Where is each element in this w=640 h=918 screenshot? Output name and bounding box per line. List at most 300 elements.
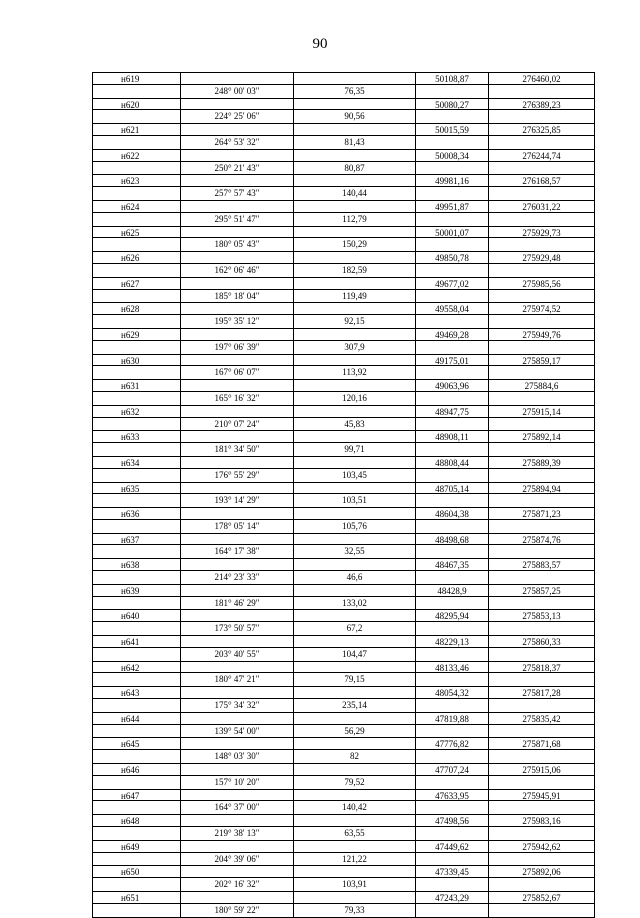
distance-empty	[293, 764, 415, 775]
point-row	[92, 712, 595, 725]
segment-name-empty	[92, 545, 180, 558]
point-name: н623	[92, 175, 180, 186]
segment-length: 90,56	[293, 110, 415, 123]
direction-angle: 180° 05' 43"	[180, 238, 293, 251]
segment-row	[92, 545, 595, 558]
coord-y-empty	[488, 648, 595, 661]
angle-empty	[180, 662, 293, 673]
coord-x: 49175,01	[415, 355, 488, 366]
distance-empty	[293, 585, 415, 596]
point-name: н630	[92, 355, 180, 366]
coord-y-empty	[488, 418, 595, 431]
segment-name-empty	[92, 776, 180, 789]
coord-x-empty	[415, 853, 488, 866]
segment-name-empty	[92, 469, 180, 482]
coord-x: 49677,02	[415, 278, 488, 289]
segment-length: 103,51	[293, 494, 415, 507]
segment-name-empty	[92, 238, 180, 251]
distance-empty	[293, 534, 415, 545]
coord-x: 47819,88	[415, 713, 488, 724]
point-name: н620	[92, 99, 180, 110]
coord-x-empty	[415, 264, 488, 277]
coord-y-empty	[488, 520, 595, 533]
segment-name-empty	[92, 341, 180, 354]
direction-angle: 180° 59' 22"	[180, 904, 293, 917]
segment-length: 119,49	[293, 290, 415, 303]
point-name: н643	[92, 687, 180, 698]
distance-empty	[293, 483, 415, 494]
segment-name-empty	[92, 110, 180, 123]
distance-empty	[293, 227, 415, 238]
point-name: н625	[92, 227, 180, 238]
point-row	[92, 456, 595, 469]
segment-row	[92, 801, 595, 814]
angle-empty	[180, 636, 293, 647]
point-name: н648	[92, 815, 180, 826]
coord-x: 48229,13	[415, 636, 488, 647]
segment-row	[92, 162, 595, 175]
segment-length: 104,47	[293, 648, 415, 661]
coord-y-empty	[488, 366, 595, 379]
coord-x-empty	[415, 110, 488, 123]
coord-y: 275835,42	[488, 713, 595, 724]
distance-empty	[293, 687, 415, 698]
segment-row	[92, 366, 595, 379]
segment-name-empty	[92, 213, 180, 226]
segment-name-empty	[92, 699, 180, 712]
point-name: н636	[92, 508, 180, 519]
point-row	[92, 123, 595, 136]
segment-length: 45,83	[293, 418, 415, 431]
angle-empty	[180, 508, 293, 519]
segment-length: 103,91	[293, 878, 415, 891]
segment-length: 56,29	[293, 725, 415, 738]
segment-name-empty	[92, 443, 180, 456]
direction-angle: 139° 54' 00"	[180, 725, 293, 738]
segment-length: 112,79	[293, 213, 415, 226]
point-row	[92, 737, 595, 750]
coord-x-empty	[415, 699, 488, 712]
point-row	[92, 98, 595, 111]
angle-empty	[180, 764, 293, 775]
point-name: н639	[92, 585, 180, 596]
direction-angle: 197° 06' 39"	[180, 341, 293, 354]
coord-x-empty	[415, 878, 488, 891]
coord-y: 275945,91	[488, 790, 595, 801]
coord-x: 49850,78	[415, 252, 488, 263]
coord-y: 275818,37	[488, 662, 595, 673]
coord-x: 48947,75	[415, 406, 488, 417]
coord-x: 47243,29	[415, 892, 488, 903]
point-row	[92, 609, 595, 622]
point-row	[92, 251, 595, 264]
point-name: н641	[92, 636, 180, 647]
point-name: н624	[92, 201, 180, 212]
coord-x: 48295,94	[415, 610, 488, 621]
coord-x-empty	[415, 443, 488, 456]
angle-empty	[180, 99, 293, 110]
coord-y-empty	[488, 801, 595, 814]
point-name: н629	[92, 329, 180, 340]
distance-empty	[293, 610, 415, 621]
direction-angle: 250° 21' 43"	[180, 162, 293, 175]
coord-y-empty	[488, 315, 595, 328]
segment-name-empty	[92, 136, 180, 149]
segment-name-empty	[92, 290, 180, 303]
coord-x: 48604,38	[415, 508, 488, 519]
segment-length: 103,45	[293, 469, 415, 482]
segment-length: 182,59	[293, 264, 415, 277]
coord-x: 47633,95	[415, 790, 488, 801]
coord-x: 48467,35	[415, 559, 488, 570]
coord-x: 49951,87	[415, 201, 488, 212]
point-row	[92, 174, 595, 187]
coord-y-empty	[488, 443, 595, 456]
coord-x: 50108,87	[415, 73, 488, 84]
distance-empty	[293, 124, 415, 135]
segment-row	[92, 494, 595, 507]
angle-empty	[180, 559, 293, 570]
distance-empty	[293, 841, 415, 852]
segment-row	[92, 699, 595, 712]
segment-name-empty	[92, 162, 180, 175]
segment-row	[92, 418, 595, 431]
coord-x-empty	[415, 750, 488, 763]
distance-empty	[293, 150, 415, 161]
direction-angle: 162° 06' 46"	[180, 264, 293, 277]
coord-y: 276325,85	[488, 124, 595, 135]
segment-name-empty	[92, 315, 180, 328]
coord-y-empty	[488, 341, 595, 354]
segment-name-empty	[92, 750, 180, 763]
segment-name-empty	[92, 366, 180, 379]
coord-x-empty	[415, 315, 488, 328]
direction-angle: 203° 40' 55"	[180, 648, 293, 661]
coord-x-empty	[415, 85, 488, 98]
coord-x: 49981,16	[415, 175, 488, 186]
coord-x-empty	[415, 290, 488, 303]
point-name: н645	[92, 738, 180, 749]
direction-angle: 295° 51' 47"	[180, 213, 293, 226]
coord-x-empty	[415, 341, 488, 354]
coord-y: 275892,14	[488, 431, 595, 442]
coord-x: 47707,24	[415, 764, 488, 775]
angle-empty	[180, 815, 293, 826]
coord-x-empty	[415, 520, 488, 533]
coord-x-empty	[415, 187, 488, 200]
coord-x: 48054,32	[415, 687, 488, 698]
distance-empty	[293, 355, 415, 366]
segment-row	[92, 469, 595, 482]
point-row	[92, 635, 595, 648]
angle-empty	[180, 687, 293, 698]
point-name: н635	[92, 483, 180, 494]
segment-length: 235,14	[293, 699, 415, 712]
coord-x-empty	[415, 162, 488, 175]
coord-y: 275883,57	[488, 559, 595, 570]
coord-x-empty	[415, 366, 488, 379]
coord-y-empty	[488, 725, 595, 738]
segment-row	[92, 110, 595, 123]
segment-row	[92, 725, 595, 738]
page-number: 90	[312, 36, 328, 52]
direction-angle: 195° 35' 12"	[180, 315, 293, 328]
point-row	[92, 277, 595, 290]
segment-row	[92, 136, 595, 149]
distance-empty	[293, 738, 415, 749]
distance-empty	[293, 892, 415, 903]
point-name: н644	[92, 713, 180, 724]
point-name: н633	[92, 431, 180, 442]
coord-y-empty	[488, 699, 595, 712]
direction-angle: 165° 16' 32"	[180, 392, 293, 405]
coord-y-empty	[488, 571, 595, 584]
distance-empty	[293, 175, 415, 186]
coord-x-empty	[415, 801, 488, 814]
direction-angle: 157° 10' 20"	[180, 776, 293, 789]
point-name: н619	[92, 73, 180, 84]
segment-length: 92,15	[293, 315, 415, 328]
segment-length: 113,92	[293, 366, 415, 379]
coord-y: 275892,06	[488, 866, 595, 877]
point-row	[92, 558, 595, 571]
angle-empty	[180, 892, 293, 903]
direction-angle: 164° 17' 38"	[180, 545, 293, 558]
point-name: н649	[92, 841, 180, 852]
coord-x-empty	[415, 597, 488, 610]
segment-row	[92, 520, 595, 533]
coord-y: 275983,16	[488, 815, 595, 826]
segment-name-empty	[92, 878, 180, 891]
coord-x: 48808,44	[415, 457, 488, 468]
point-name: н646	[92, 764, 180, 775]
angle-empty	[180, 73, 293, 84]
angle-empty	[180, 534, 293, 545]
distance-empty	[293, 559, 415, 570]
segment-name-empty	[92, 904, 180, 917]
direction-angle: 181° 34' 50"	[180, 443, 293, 456]
coord-y: 276031,22	[488, 201, 595, 212]
distance-empty	[293, 329, 415, 340]
coord-x: 48908,11	[415, 431, 488, 442]
direction-angle: 176° 55' 29"	[180, 469, 293, 482]
segment-length: 79,52	[293, 776, 415, 789]
coordinates-table	[92, 72, 595, 918]
direction-angle: 202° 16' 32"	[180, 878, 293, 891]
coord-y: 275929,48	[488, 252, 595, 263]
point-row	[92, 840, 595, 853]
point-row	[92, 507, 595, 520]
angle-empty	[180, 329, 293, 340]
point-name: н631	[92, 380, 180, 391]
segment-name-empty	[92, 392, 180, 405]
segment-length: 121,22	[293, 853, 415, 866]
point-name: н634	[92, 457, 180, 468]
segment-length: 133,02	[293, 597, 415, 610]
segment-row	[92, 213, 595, 226]
segment-name-empty	[92, 673, 180, 686]
segment-length: 79,33	[293, 904, 415, 917]
coord-x-empty	[415, 392, 488, 405]
coord-y-empty	[488, 290, 595, 303]
direction-angle: 173° 50' 57"	[180, 622, 293, 635]
segment-length: 99,71	[293, 443, 415, 456]
distance-empty	[293, 99, 415, 110]
angle-empty	[180, 841, 293, 852]
direction-angle: 219° 38' 13"	[180, 827, 293, 840]
distance-empty	[293, 431, 415, 442]
segment-length: 82	[293, 750, 415, 763]
coord-x-empty	[415, 725, 488, 738]
distance-empty	[293, 380, 415, 391]
segment-length: 140,44	[293, 187, 415, 200]
segment-row	[92, 264, 595, 277]
segment-name-empty	[92, 85, 180, 98]
segment-row	[92, 878, 595, 891]
angle-empty	[180, 355, 293, 366]
point-name: н647	[92, 790, 180, 801]
coord-x-empty	[415, 494, 488, 507]
direction-angle: 178° 05' 14"	[180, 520, 293, 533]
coord-y-empty	[488, 597, 595, 610]
distance-empty	[293, 866, 415, 877]
angle-empty	[180, 278, 293, 289]
segment-length: 76,35	[293, 85, 415, 98]
coord-y-empty	[488, 750, 595, 763]
segment-row	[92, 315, 595, 328]
point-row	[92, 379, 595, 392]
angle-empty	[180, 150, 293, 161]
direction-angle: 148° 03' 30"	[180, 750, 293, 763]
coord-y-empty	[488, 622, 595, 635]
coord-y: 275860,33	[488, 636, 595, 647]
angle-empty	[180, 175, 293, 186]
segment-length: 307,9	[293, 341, 415, 354]
segment-name-empty	[92, 725, 180, 738]
segment-row	[92, 648, 595, 661]
coord-y: 275853,13	[488, 610, 595, 621]
angle-empty	[180, 610, 293, 621]
segment-name-empty	[92, 801, 180, 814]
segment-row	[92, 290, 595, 303]
coord-y: 276460,02	[488, 73, 595, 84]
point-name: н626	[92, 252, 180, 263]
point-name: н651	[92, 892, 180, 903]
coord-y-empty	[488, 238, 595, 251]
segment-row	[92, 392, 595, 405]
point-row	[92, 200, 595, 213]
angle-empty	[180, 201, 293, 212]
direction-angle: 185° 18' 04"	[180, 290, 293, 303]
coord-x: 47449,62	[415, 841, 488, 852]
coord-x-empty	[415, 776, 488, 789]
coord-y-empty	[488, 494, 595, 507]
coord-y: 276168,57	[488, 175, 595, 186]
segment-row	[92, 341, 595, 354]
coord-x-empty	[415, 904, 488, 917]
distance-empty	[293, 790, 415, 801]
segment-name-empty	[92, 187, 180, 200]
coord-x-empty	[415, 673, 488, 686]
point-name: н632	[92, 406, 180, 417]
coord-y: 275852,67	[488, 892, 595, 903]
angle-empty	[180, 227, 293, 238]
distance-empty	[293, 303, 415, 314]
distance-empty	[293, 662, 415, 673]
segment-length: 120,16	[293, 392, 415, 405]
coord-y-empty	[488, 110, 595, 123]
angle-empty	[180, 713, 293, 724]
point-row	[92, 354, 595, 367]
coord-x: 48498,68	[415, 534, 488, 545]
segment-row	[92, 443, 595, 456]
angle-empty	[180, 585, 293, 596]
coord-y: 275942,62	[488, 841, 595, 852]
point-name: н621	[92, 124, 180, 135]
angle-empty	[180, 406, 293, 417]
distance-empty	[293, 636, 415, 647]
coord-x: 47339,45	[415, 866, 488, 877]
point-name: н637	[92, 534, 180, 545]
coord-y-empty	[488, 827, 595, 840]
coord-y-empty	[488, 85, 595, 98]
coord-y: 275929,73	[488, 227, 595, 238]
direction-angle: 210° 07' 24"	[180, 418, 293, 431]
segment-row	[92, 904, 595, 918]
coord-y: 276389,23	[488, 99, 595, 110]
coord-y-empty	[488, 776, 595, 789]
coord-x-empty	[415, 571, 488, 584]
distance-empty	[293, 713, 415, 724]
coord-x: 49558,04	[415, 303, 488, 314]
segment-length: 63,55	[293, 827, 415, 840]
segment-row	[92, 187, 595, 200]
angle-empty	[180, 457, 293, 468]
angle-empty	[180, 431, 293, 442]
point-name: н640	[92, 610, 180, 621]
segment-name-empty	[92, 827, 180, 840]
point-row	[92, 405, 595, 418]
segment-row	[92, 622, 595, 635]
coord-y: 276244,74	[488, 150, 595, 161]
point-row	[92, 814, 595, 827]
segment-row	[92, 776, 595, 789]
coord-y-empty	[488, 878, 595, 891]
point-row	[92, 891, 595, 904]
point-row	[92, 226, 595, 239]
angle-empty	[180, 380, 293, 391]
coord-y: 275974,52	[488, 303, 595, 314]
segment-row	[92, 750, 595, 763]
point-name: н622	[92, 150, 180, 161]
coord-x: 48428,9	[415, 585, 488, 596]
coord-x: 50080,27	[415, 99, 488, 110]
point-row	[92, 661, 595, 674]
coord-y-empty	[488, 545, 595, 558]
coord-y: 275894,94	[488, 483, 595, 494]
coord-x: 47498,56	[415, 815, 488, 826]
coord-y-empty	[488, 162, 595, 175]
segment-name-empty	[92, 597, 180, 610]
point-name: н650	[92, 866, 180, 877]
distance-empty	[293, 201, 415, 212]
coord-x-empty	[415, 545, 488, 558]
point-row	[92, 533, 595, 546]
coord-y-empty	[488, 264, 595, 277]
segment-name-empty	[92, 571, 180, 584]
direction-angle: 181° 46' 29"	[180, 597, 293, 610]
segment-length: 80,87	[293, 162, 415, 175]
